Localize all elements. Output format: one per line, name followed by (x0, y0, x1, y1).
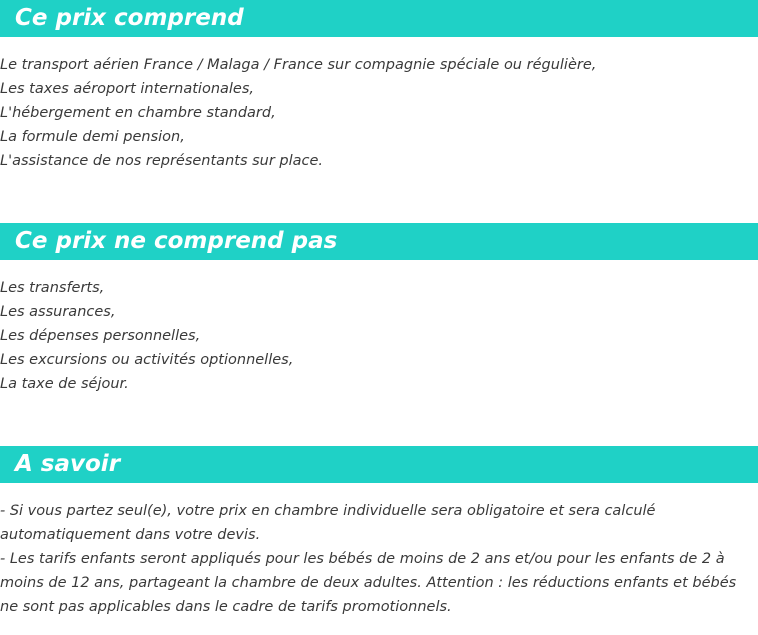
list-item: L'assistance de nos représentants sur place. (0, 153, 324, 169)
list-item: Les assurances, (0, 304, 116, 320)
list-item: Les taxes aéroport internationales, (0, 81, 255, 97)
list-item: La taxe de séjour. (0, 376, 129, 392)
to-know-list (0, 499, 758, 619)
list-item: Les excursions ou activités optionnelles, (0, 352, 294, 368)
list-item: Les transferts, (0, 280, 105, 296)
section-included (0, 0, 758, 173)
section-title-not-included: Ce prix ne comprend pas (0, 223, 758, 260)
list-item: Les dépenses personnelles, (0, 328, 201, 344)
section-to-know (0, 446, 758, 619)
list-item: Le transport aérien France / Malaga / France sur compagnie spéciale ou régulière, (0, 57, 597, 73)
list-item: L'hébergement en chambre standard, (0, 105, 276, 121)
section-title-included: Ce prix comprend (0, 0, 758, 37)
list-item: La formule demi pension, (0, 129, 185, 145)
info-paragraph: - Les tarifs enfants seront appliqués pour les bébés de moins de 2 ans et/ou pour les enfants de 2 à moins de 12 ans, partageant la chambre de deux adultes. Attention : les réductions enfants et bébés ne sont pas applicables dans le cadre de tarifs promotionnels. (0, 551, 737, 615)
section-title-to-know: A savoir (0, 446, 758, 483)
section-not-included (0, 223, 758, 396)
info-paragraph: - Si vous partez seul(e), votre prix en chambre individuelle sera obligatoire et sera calculé automatiquement dans votre devis. (0, 503, 656, 543)
included-list (0, 53, 758, 173)
not-included-list (0, 276, 758, 396)
